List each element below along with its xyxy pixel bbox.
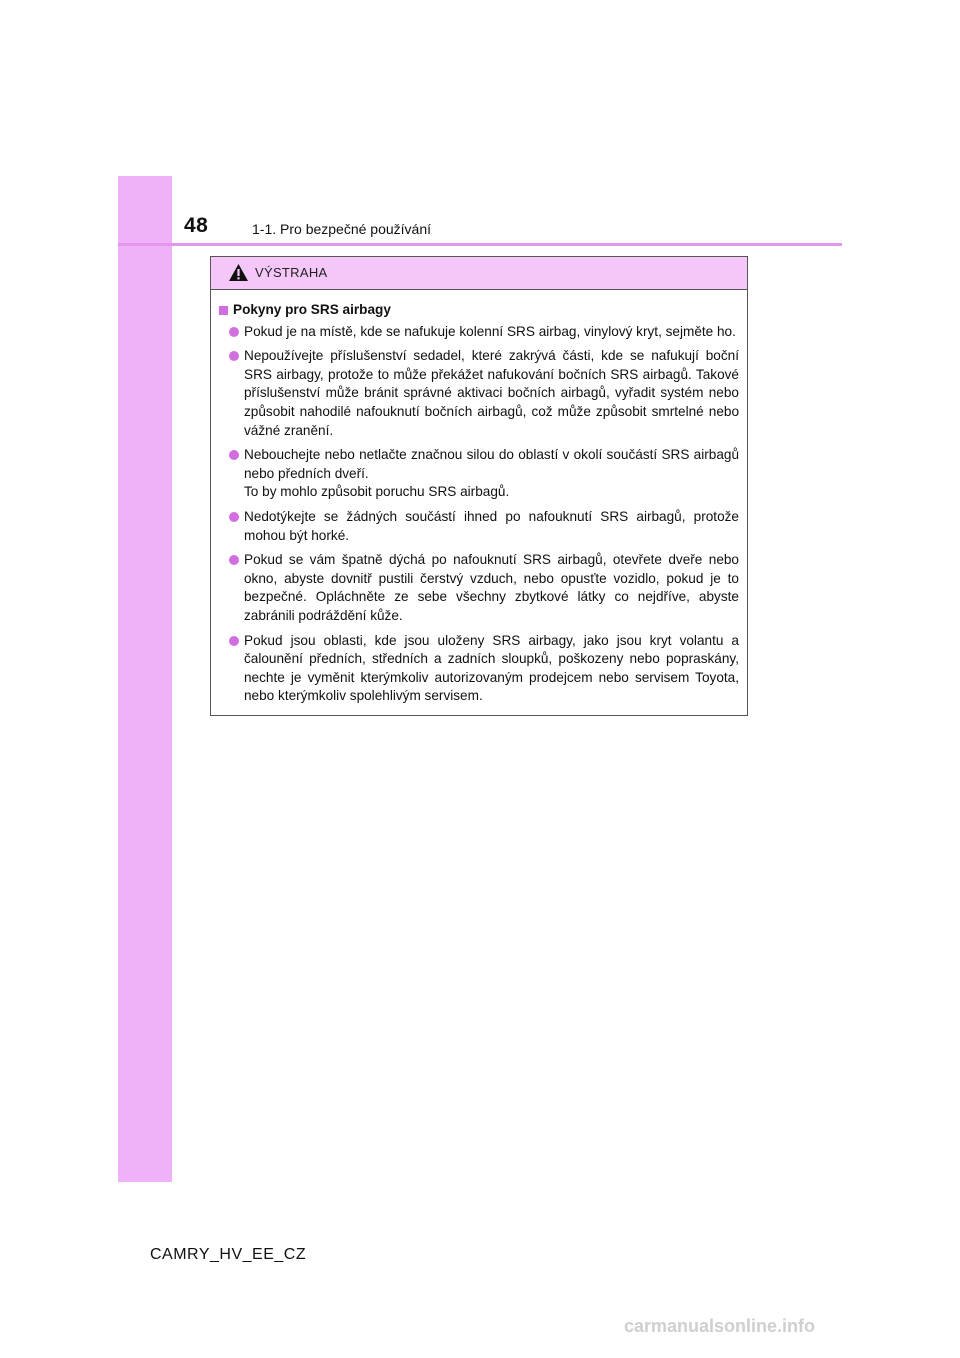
list-item bbox=[229, 323, 739, 342]
list-item bbox=[229, 551, 739, 625]
bullet-dot-icon bbox=[229, 450, 239, 460]
bullet-dot-icon bbox=[229, 555, 239, 565]
document-code: CAMRY_HV_EE_CZ bbox=[150, 1246, 307, 1263]
sub-heading bbox=[219, 301, 739, 320]
bullet-dot-icon bbox=[229, 327, 239, 337]
list-item-text bbox=[244, 323, 739, 342]
list-item bbox=[229, 347, 739, 440]
bullet-dot-icon bbox=[229, 512, 239, 522]
side-color-bar bbox=[118, 176, 172, 1182]
list-item-line: Pokud je na místě, kde se nafukuje kolenní SRS airbag, vinylový kryt, sejměte ho. bbox=[244, 323, 736, 339]
list-item-line: Nepoužívejte příslušenství sedadel, které zakrývá části, kde se nafukují boční SRS airbagy, protože to může překážet nafukování bočních SRS airbagů. Takové příslušenství může bránit správné aktivaci bočních airbagů, vyřadit systém nebo způsobit nahodilé nafouknutí bočních airbagů, což může způsobit smrtelné nebo vážné zranění. bbox=[244, 348, 739, 438]
bullet-dot-icon bbox=[229, 351, 239, 361]
list-item-text bbox=[244, 347, 739, 440]
list-item-line: Pokud jsou oblasti, kde jsou uloženy SRS airbagy, jako jsou kryt volantu a čalounění předních, středních a zadních sloupků, poškozeny nebo popraskány, nechte je vyměnit kterýmkoliv autorizovaným prodejcem nebo servisem Toyota, nebo kterýmkoliv spolehlivým servisem. bbox=[244, 632, 739, 704]
sub-heading-text: Pokyny pro SRS airbagy bbox=[233, 302, 391, 317]
list-item-text bbox=[244, 446, 739, 502]
section-title: 1-1. Pro bezpečné používání bbox=[252, 221, 432, 237]
page-number: 48 bbox=[184, 214, 209, 237]
warning-box bbox=[210, 256, 748, 716]
list-item-line: Pokud se vám špatně dýchá po nafouknutí SRS airbagů, otevřete dveře nebo okno, abyste dovnitř pustili čerstvý vzduch, nebo opusťte vozidlo, pokud je to bezpečné. Opláchněte ze sebe všechny zbytkové látky co nejdříve, abyste zabránili podráždění kůže. bbox=[244, 552, 739, 623]
list-item-text bbox=[244, 508, 739, 545]
warning-triangle-icon bbox=[228, 263, 249, 282]
warning-header bbox=[211, 257, 747, 290]
list-item-text bbox=[244, 632, 739, 706]
square-bullet-icon bbox=[219, 306, 228, 315]
list-item bbox=[229, 508, 739, 545]
warning-title: VÝSTRAHA bbox=[255, 265, 328, 280]
list-item-line: To by mohlo způsobit poruchu SRS airbagů. bbox=[244, 484, 510, 500]
page-header bbox=[118, 210, 842, 244]
list-item-text bbox=[244, 551, 739, 625]
list-item-line: Nedotýkejte se žádných součástí ihned po nafouknutí SRS airbagů, protože mohou být horké. bbox=[244, 508, 739, 543]
warning-content bbox=[211, 290, 747, 706]
list-item bbox=[229, 446, 739, 502]
list-item-line: Nebouchejte nebo netlačte značnou silou do oblastí v okolí součástí SRS airbagů nebo předních dveří. bbox=[244, 447, 739, 481]
watermark: carmanualsonline.info bbox=[624, 1316, 816, 1336]
header-divider bbox=[118, 243, 842, 246]
bullet-dot-icon bbox=[229, 636, 239, 646]
list-item bbox=[229, 632, 739, 706]
